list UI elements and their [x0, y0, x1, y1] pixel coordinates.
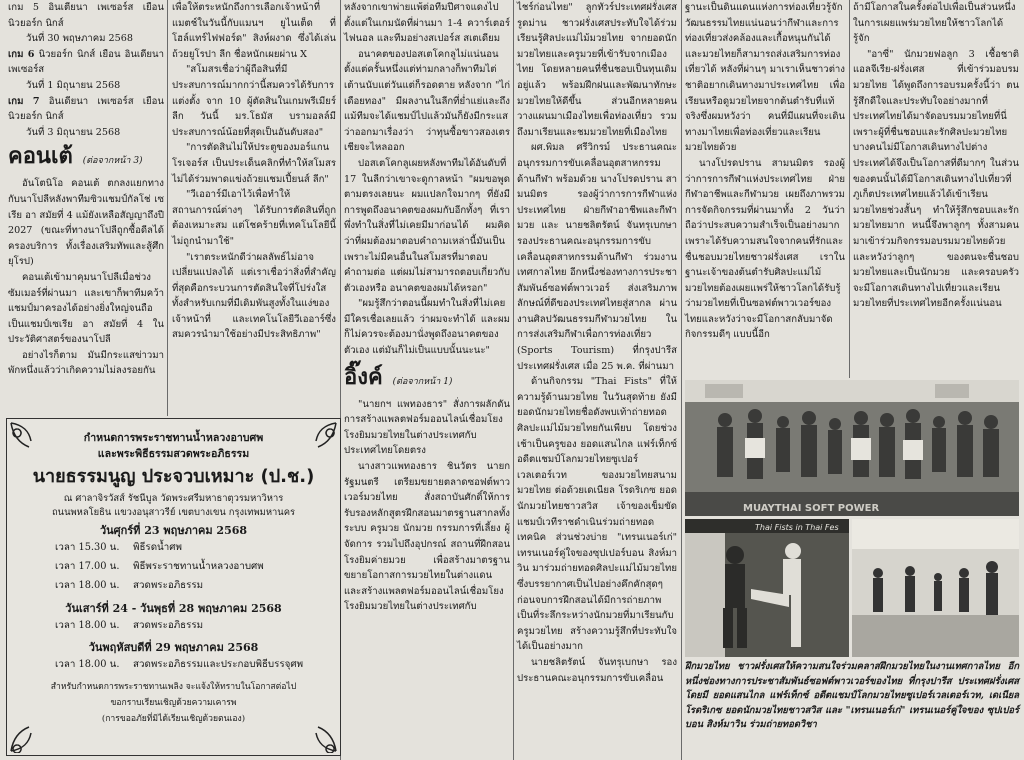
paragraph: "สโมสรเชื่อว่าผู้ถือสินที่มีประสบการณ์มากกว่านี้สมควรได้รับการแต่งตั้ง จาก 10 ผู้ตัดสินในเกมพรีเมียร์ลีก วันนี้ มร.โธมัส บรามอลล์มีประสบการณ์น้อยที่สุดเป็นอันดับสอง" — [172, 64, 336, 138]
paragraph: ปอสเตโคกลูเผยหลังพาทีมได้อันดับที่ 17 ในลีกว่าเขาจะดูกาลหน้า "ผมขอพูดตามตรงเลยนะ ผมแปลกใจมากๆ ที่ยังมีการพูดถึงอนาคตของผมกับอีกทั้งๆ ที่เราพึ่งทำในสิ่งที่ไม่เคยมีมาก่อนได้ ผมคิดว่าที่ผมต้องมาตอบคำถามเหล่านี้มันเป็นเพราะไม่มีคนอื่นในสโมสรที่มาตอบคำถามต่อ แต่ผมไม่สามารถตอบเกี่ยวกับตัวเองหรือ อนาคตของผมได้หรอก" — [344, 157, 510, 294]
paragraph: อย่างไรก็ตาม มันมีกระแสข่าวมาพักหนึ่งแล้วว่าเกิดความไม่ลงรอยกัน — [8, 349, 164, 377]
ornament-icon — [302, 723, 338, 753]
paragraph: ผศ.พิมล ศรีวิกรม์ ประธานคณะอนุกรรมการขับเคลื่อนอุตสาหกรรมด้านกีฬา พร้อมด้วย นางโปรดปราน สามนมิตร รองผู้ว่าการการกีฬาแห่งประเทศไทย ฝ่ายกีฬาอาชีพและกีฬามวย และ นายชลิตรัตน์ จันทรุเบกษา รองประธานคณะอนุกรรมการขับเคลื่อนอุตสาหกรรมด้านกีฬา ร่วมงานเทศกาลไทย อีกหนึ่งช่องทางการประชาสัมพันธ์ซอฟต์พาวเวอร์ ส่งเสริมภาพลักษณ์ที่ดีของประเทศไทยสู่สากล ผ่านงานศิลปวัฒนธรรมกีฬามวยไทย ในการส่งเสริมกีฬาเพื่อการท่องเที่ยว (Sports Tourism) ที่กรุงปารีส ประเทศฝรั่งเศส เมื่อ 25 พ.ค. ที่ผ่านมา — [517, 142, 677, 372]
column-divider — [681, 0, 682, 760]
notice-title: กำหนดการพระราชทานน้ำหลวงอาบศพ — [83, 432, 264, 444]
kick-figure-icon — [685, 519, 849, 657]
deceased-name: นายธรรมนูญ ประจวบเหมาะ (ป.ช.) — [32, 466, 315, 487]
paragraph: "การตัดสินไม่ให้ประตูของมอร์แกน โรเจอร์ส เป็นประเด็นคลิกที่ทำให้สโมสรไม่ได้ร่วมพาดแข่งถ้วยแชมเปี้ยนส์ ลีก" — [172, 142, 336, 185]
paragraph: คอนเต้เข้ามาคุมนาโปลีเมื่อช่วงซัมเมอร์ที่ผ่านมา และเขาก็พาทีมคว้าแชมป์มาครองได้อย่างยิ่งใหญ่จนถือเป็นแชมป์เซเรีย อา สมัยที่ 4 ในประวัติศาสตร์ของนาโปลี — [8, 271, 164, 346]
notice-footer: ขอกราบเรียนเชิญด้วยความเคารพ — [110, 698, 237, 708]
list-item: วันที่ 1 มิถุนายน 2568 — [26, 79, 121, 91]
continued-note: (ต่อจากหน้า 1) — [392, 376, 453, 387]
column-4 — [517, 0, 677, 686]
list-item: เกม 7 อินเดียนา เพเซอร์ส เยือน นิวยอร์ก นิกส์ — [8, 95, 164, 123]
training-photo-left — [685, 519, 849, 657]
crowd-figure-icon — [685, 380, 1019, 516]
column-divider — [167, 0, 168, 416]
paragraph: นายชลิตรัตน์ จันทรุเบกษา รองประธานคณะอนุกรรมการขับเคลื่อน — [517, 656, 677, 684]
headline-ing: อิ๊งค์ (ต่อจากหน้า 1) — [344, 364, 453, 390]
notice-footer: สำหรับกำหนดการพระราชทานเพลิง จะแจ้งให้ทราบในโอกาสต่อไป — [50, 682, 297, 692]
schedule-row: เวลา 18.00 น. สวดพระอภิธรรมและประกอบพิธีบรรจุศพ — [55, 659, 304, 670]
paragraph: ด้านกิจกรรม "Thai Fists" ที่ให้ความรู้ด้านมวยไทย ในวันสุดท้าย ยังมียอดนักมวยไทยชื่อดังพบเท้าถ่ายทอดศิลปะแม่ไม้มวยไทยกันเพียบ โดยช่วงเช้าเป็นครูของ ยอดแสนไกล แฟร์เท็กซ์ อดีตแชมป์โลกมวยไทยซูเปอร์เวลเตอร์เวท ของมวยไทยสนามมวยไทย ต่อด้วยเดเนียล โรดริเกซ ยอดนักมวยไทยชาวสวิส เจ้าของเข็มขัดแชมป์เวทีราชดำเนินร่วมถ่ายทอดเทคนิค ส่วนช่วงบ่าย "เทรนเนอร์เก่" เทรนเนอร์คู่ใจของซุปเปอร์บอน สิงห์มาวิน มาร่วมถ่ายทอดศิลปะแม่ไม้มวยไทย ซึ่งบรรยากาศเป็นไปอย่างคึกคักสุดๆ ก่อนจบการฝึกสอนได้มีการถ่ายภาพเป็นที่ระลึกระหว่างนักมวยที่มาเรียนกับครูมวยไทย สร้างความรู้สึกที่ประทับใจได้เป็นอย่างมาก — [517, 376, 677, 653]
list-item: วันที่ 3 มิถุนายน 2568 — [26, 126, 121, 138]
venue-line: ณ ศาลาจิรวัสส์ รัชนีบูล วัดพระศรีมหาธาตุวรมหาวิหาร — [63, 493, 284, 504]
schedule-day: วันเสาร์ที่ 24 - วันพุธที่ 28 พฤษภาคม 2568 — [65, 602, 282, 615]
paragraph: "นายกฯ แพทองธาร" สั่งการผลักดันการสร้างแพลตฟอร์มออนไลน์เชื่อมโยงโรงยิมมวยไทยในต่างประเทศกับประเทศไทยโดยตรง — [344, 398, 510, 457]
funeral-notice — [6, 418, 341, 756]
list-item: วันที่ 30 พฤษภาคม 2568 — [26, 33, 133, 45]
paragraph: "เราตระหนักดีว่าผลลัพธ์ไม่อาจเปลี่ยนแปลงได้ แต่เราเชื่อว่าสิ่งที่สำคัญที่สุดคือกระบวนการตัดสินใจที่โปร่งใส ทั้งสำหรับเกมที่มีเดิมพันสูงทั้งในแง่ของเจ้าหน้าที่ และเทคโนโลยีวีเออาร์ซึ่งสมควรนำมาใช้อย่างมีประสิทธิภาพ" — [172, 251, 336, 341]
column-1 — [8, 0, 164, 379]
paragraph: อันโตนิโอ คอนเต้ ตกลงแยกทางกับนาโปลีหลังพาทีมซิวแชมป์กัลโช่ เซเรีย อา สมัยที่ 4 แม้ยังเหลือสัญญาถึงปี 2027 (ขณะที่ทางนาโปลีถูกซื้อดีลได้ครองบริการ ทั้งเรื่องเสริมทัพและสู้ศึกยุโรป) — [8, 178, 164, 268]
address-line: ถนนพหลโยธิน แขวงอนุสาวรีย์ เขตบางเขน กรุงเทพมหานคร — [51, 507, 296, 518]
continued-note: (ต่อจากหน้า 3) — [82, 156, 143, 167]
schedule-row: เวลา 17.00 น. พิธีพระราชทานน้ำหลวงอาบศพ — [55, 561, 264, 572]
group-photo — [685, 380, 1019, 516]
paragraph: "อาซี่" นักมวยฟอลูก 3 เชื้อชาติแอลจีเรีย-ฝรั่งเศส ที่เข้าร่วมอบรมมวยไทย ได้พูดถึงการอบรมครั้งนี้ว่า ตนรู้สึกดีใจและประทับใจอย่างมากที่ประเทศไทยได้มาจัดอบรมมวยไทยที่นี่ เพราะผู้ที่ชื่นชอบและรักศิลปะมวยไทยบางคนไม่มีโอกาสเดินทางไปต่างประเทศได้จึงเป็นโอกาสที่ดีมากๆ ในส่วนของตนนั้นได้มีโอกาสเดินทางไปเที่ยวที่ภูเก็ตประเทศไทยแล้วได้เข้าเรียนมวยไทยช่วงสั้นๆ ทำให้รู้สึกชอบและรักมวยไทยมาก หนนี้จึงพาลูกๆ ทั้งสามคนมาเข้าร่วมกิจกรรมอบรมมวยไทยด้วย และหวังว่าลูกๆ ของตนจะชื่นชอบมวยไทยและเป็นนักมวย และครอบครัวจะมีโอกาสเดินทางไปเที่ยวและเรียนมวยไทยที่ประเทศไทยอีกครั้งแน่นอน — [853, 48, 1019, 310]
schedule-row: เวลา 18.00 น. สวดพระอภิธรรม — [55, 620, 204, 631]
list-item: เกม 6 นิวยอร์ก นิกส์ เยือน อินเดียนา เพเซอร์ส — [8, 48, 164, 76]
paragraph: อนาคตของปอสเตโคกลูไม่แน่นอนตั้งแต่ครั้นหนึ่งแต่ท่ามกลางก็พาทีมไต่เต้านนับแต่วันแต่ก็รอดตาย หลังจาก "ไก่เดือยทอง" มีผลงานในลีกที่ย่ำแย่และถึงแม้ทีมจะได้แชมป์ไปแล้วมันก็ยังมีกระแสว่าออกมาเรื่องว่า ว่าทุนซื้อขาวสองเตรเชียจะไหลออก — [344, 48, 510, 154]
schedule-day: วันพฤหัสบดีที่ 29 พฤษภาคม 2568 — [88, 641, 259, 654]
list-item: เกม 5 อินเตียนา เพเซอร์ส เยือน นิวยอร์ก นิกส์ — [8, 2, 164, 29]
notice-subtitle: และพระพิธีธรรมสวดพระอภิธรรม — [97, 448, 250, 460]
paragraph: เพื่อให้ตระหนักถึงการเลือกเจ้าหน้าที่แมตช์ในวันนี้กับแมนฯ ยูไนเต็ด ที่โฮล์แทร์ไฟฟอร์ด" สิงห์ผงาด ซึ่งได้เล่นถ้วยยูโรปา ลีก ชื่อหนักเผยผ่าน X — [172, 2, 336, 60]
paragraph: ถ้ามีโอกาสในครั้งต่อไปเพื่อเป็นส่วนหนึ่งในการเผยแพร่มวยไทยให้ชาวโลกได้รู้จัก — [853, 2, 1016, 45]
paragraph: หลังจากเขาพ่ายแพ้ต่อทีมปีศาจแดงไปตั้งแต่ในเกมนัดที่ผ่านมา 1-4 ควาร์เตอร์ไฟนอล และทีมอย่างสเปอร์ส สเตเดียม — [344, 2, 510, 45]
schedule-row: เวลา 18.00 น. สวดพระอภิธรรม — [55, 580, 204, 591]
column-divider — [849, 0, 850, 378]
column-2 — [172, 0, 336, 343]
banner-text: MUAYTHAI SOFT POWER — [743, 503, 880, 514]
ornament-icon — [9, 723, 45, 753]
banner-text: Thai Fists in Thai Fes — [755, 523, 839, 532]
game-schedule — [8, 0, 164, 140]
column-divider — [513, 0, 514, 760]
headline-conte: คอนเต้ (ต่อจากหน้า 3) — [8, 144, 143, 170]
class-figures-icon — [852, 519, 1019, 657]
photo-caption: ฝึกมวยไทย ชาวฝรั่งเศสให้ความสนใจร่วมคลาสฝึกมวยไทยในงานเทศกาลไทย อีกหนึ่งช่องทางการประชาสัมพันธ์ซอฟต์พาวเวอร์ของไทย ที่กรุงปารีส ประเทศฝรั่งเศส โดยมี ยอดแสนไกล แฟร์เท็กซ์ อดีตแชมป์โลกมวยไทยซูเปอร์เวลเตอร์เวท, เดเนียล โรดริเกซ ยอดนักมวยไทยชาวสวิส และ "เทรนเนอร์เก่" เทรนเนอร์คู่ใจของ ซุปเปอร์บอน สิงห์มาวิน ร่วมถ่ายทอดวิชา — [685, 661, 1019, 730]
schedule-day: วันศุกร์ที่ 23 พฤษภาคม 2568 — [99, 524, 248, 537]
paragraph: "วีเออาร์มีเอาไว้เพื่อทำให้สถานการณ์ต่างๆ ได้รับการตัดสินที่ถูกต้องเหมาะสม แต่โชคร้ายที่เทคโนโลยีนี้ไม่ถูกนำมาใช้" — [172, 189, 336, 247]
column-5 — [685, 0, 845, 343]
training-photo-right — [852, 519, 1019, 657]
paragraph: นางสาวแพทองธาร ชินวัตร นายกรัฐมนตรี เตรียมขยายตลาดซอฟต์พาวเวอร์มวยไทย สั่งสถาบันศักดิ์ให้การรับรองหลักสูตรฝึกสอนมาตรฐานสากลทั้งระบบ ครูมวย นักมวย กรรมการที่เลี้ยง ผู้จัดการ รวมไปถึงอุปกรณ์ สถานที่ฝึกสอน โรงยิมค่ายมวย เพื่อสร้างมาตรฐาน ขยายโอกาสการมวยไทยในต่างแดน และสร้างแพลตฟอร์มออนไลน์เชื่อมโยงโรงยิมมวยไทยในต่างประเทศกับ — [344, 461, 510, 613]
paragraph: ฐานะเป็นดินแดนแห่งการท่องเที่ยวรู้จักวัฒนธรรมไทยแน่นอนว่ากีฬาและการท่องเที่ยวส่งคล้องและเกื้อหนุนกันได้และมวยไทยก็สามารถส่งเสริมการท่องเที่ยวได้ หลังที่ผ่านๆ มาเราเห็นชาวต่างชาติอยากเดินทางมาประเทศไทย เพื่อเรียนหรือดูมวยไทยจากต้นตำรับที่แท้จริงซึ่งผมหวังว่า คนที่มีแผนที่จะเดินทางมาไทยเพื่อท่องเที่ยวและเรียนมวยไทยด้วย — [685, 2, 845, 154]
paragraph: "ผมรู้สึกว่าตอนนี้ผมทำในสิ่งที่ไม่เคยมีใครเชื่อเลยแล้ว ว่าผมจะทำได้ และผมก็ไม่ควรจะต้องมานั่งพูดถึงอนาคตของตัวเอง แต่มันก็ไม่เป็นแบบนั้นนะนะ" — [344, 298, 510, 357]
column-3 — [344, 0, 510, 615]
schedule-row: เวลา 15.30 น. พิธีรดน้ำศพ — [55, 542, 182, 553]
notice-footer: (การขออภัยที่มิได้เรียนเชิญด้วยตนเอง) — [101, 714, 246, 724]
paragraph: ไชร์ก่อนไทย" ลูกทัวร์ประเทศฝรั่งเศส รูดม่าน ชาวฝรั่งเศสประทับใจได้ร่วมเรียนรู้ศิลปะแม่ไม้มวยไทย จากยอดนักมวยไทยและครูมวยที่เข้ารับจากเมืองไทย โดยหลายคนที่ชื่นชอบเป็นทุนเดิมอยู่แล้ว พร้อมฝึกฝนและพัฒนาทักษะมวยไทยให้ดีขึ้น ส่วนอีกหลายคนวางแผนมาเมืองไทยเพื่อท่องเที่ยว รวมถึงมาเรียนและชมมวยไทยที่เมืองไทย — [517, 2, 677, 138]
paragraph: นางโปรดปราน สามนมิตร รองผู้ว่าการการกีฬาแห่งประเทศไทย ฝ่ายกีฬาอาชีพและกีฬามวย เผยถึงภาพรวมการจัดกิจกรรมที่ผ่านมาทั้ง 2 วันว่าถือว่าประสบความสำเร็จเป็นอย่างมาก เพราะได้รับความสนใจจากคนที่รักและชื่นชอบมวยไทยชาวฝรั่งเศส เราในฐานะเจ้าของต้นตำรับศิลปะแม่ไม้มวยไทยต้องเผยแพร่ให้ชาวโลกได้รับรู้ว่ามวยไทยที่เป็นซอฟต์พาวเวอร์ของไทยและหวังว่าจะมีโอกาสกลับมาจัดกิจกรรมดีๆ แบบนี้อีก — [685, 157, 845, 341]
column-6 — [853, 0, 1019, 312]
